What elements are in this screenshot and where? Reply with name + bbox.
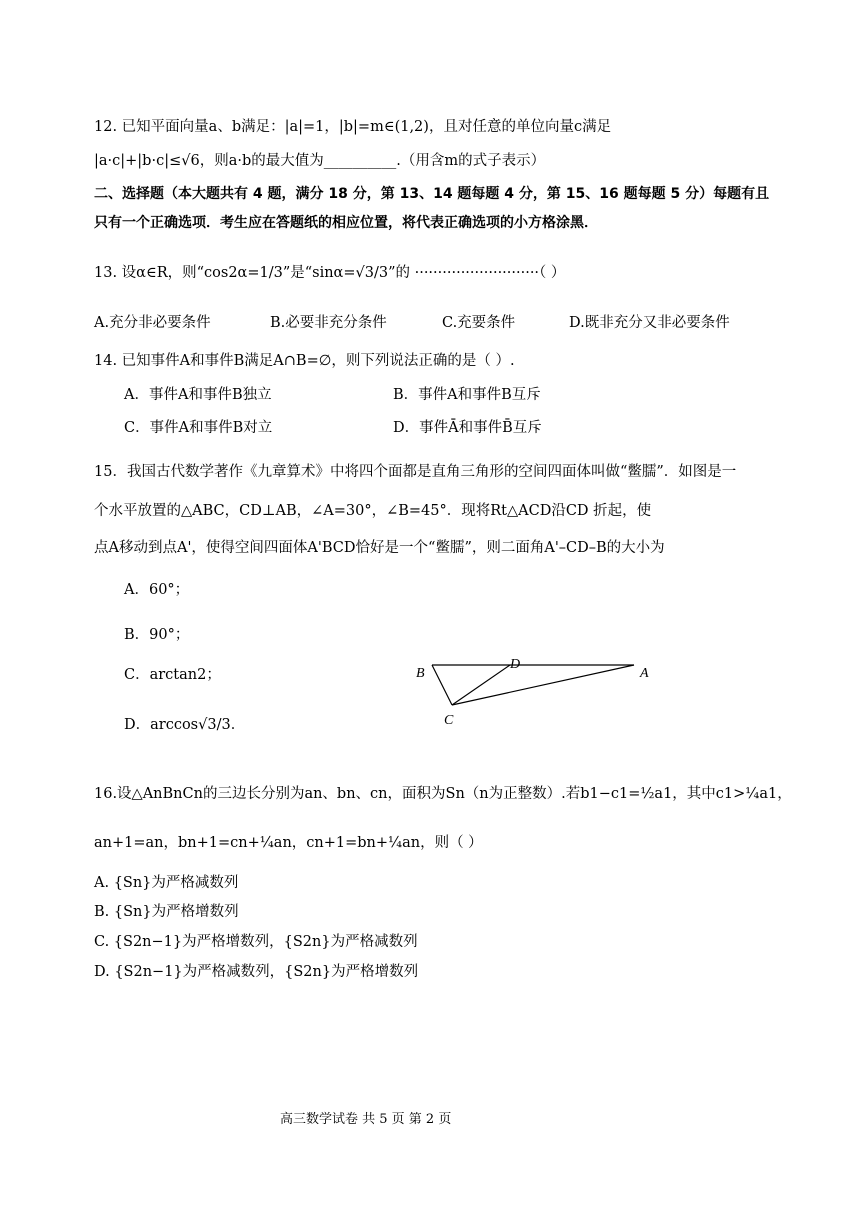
q16-option-d: D. {S2n−1}为严格减数列，{S2n}为严格增数列 bbox=[94, 964, 419, 980]
q15-option-c: C．arctan2； bbox=[124, 667, 221, 683]
vertex-label-d: D bbox=[510, 657, 521, 672]
q14-option-d: D．事件Ā和事件B̄互斥 bbox=[393, 420, 542, 436]
q13-stem: 13. 设α∈R，则“cos2α=1/3”是“sinα=√3/3”的 ···························（ ） bbox=[94, 265, 566, 281]
vertex-label-c: C bbox=[444, 713, 454, 728]
section2-heading-line1: 二、选择题（本大题共有 4 题，满分 18 分，第 13、14 题每题 4 分，第 15、16 题每题 5 分）每题有且 bbox=[94, 186, 770, 202]
q15-line2: 个水平放置的△ABC，CD⊥AB，∠A=30°，∠B=45°．现将Rt△ACD沿CD 折起，使 bbox=[94, 503, 652, 519]
q13-option-d: D.既非充分又非必要条件 bbox=[569, 315, 730, 331]
q15-line1: 15．我国古代数学著作《九章算术》中将四个面都是直角三角形的空间四面体叫做“鳖臑”．如图是一 bbox=[94, 464, 737, 480]
segment-ca bbox=[452, 665, 634, 705]
vertex-label-b: B bbox=[416, 666, 425, 681]
q15-option-a: A．60°； bbox=[124, 582, 190, 598]
q15-triangle-figure bbox=[410, 650, 660, 735]
q14-option-a: A．事件A和事件B独立 bbox=[124, 387, 272, 403]
q13-option-a: A.充分非必要条件 bbox=[94, 315, 211, 331]
segment-bc bbox=[432, 665, 452, 705]
section2-heading-line2: 只有一个正确选项．考生应在答题纸的相应位置，将代表正确选项的小方格涂黑． bbox=[94, 215, 598, 231]
q12-line2: |a·c|+|b·c|≤√6，则a·b的最大值为__________.（用含m的式子表示） bbox=[94, 153, 546, 169]
q15-option-d: D．arccos√3/3． bbox=[124, 717, 246, 733]
q13-option-c: C.充要条件 bbox=[442, 315, 516, 331]
page-footer: 高三数学试卷 共 5 页 第 2 页 bbox=[280, 1112, 452, 1127]
q14-stem: 14. 已知事件A和事件B满足A∩B=∅，则下列说法正确的是（ ）. bbox=[94, 353, 515, 369]
q12-line1: 12. 已知平面向量a、b满足：|a|=1，|b|=m∈(1,2)，且对任意的单位向量c满足 bbox=[94, 119, 612, 135]
q13-option-b: B.必要非充分条件 bbox=[270, 315, 387, 331]
q15-option-b: B．90°； bbox=[124, 627, 190, 643]
q16-option-a: A. {Sn}为严格减数列 bbox=[94, 875, 239, 891]
q16-line2: an+1=an，bn+1=cn+¼an，cn+1=bn+¼an，则（ ） bbox=[94, 835, 483, 851]
q15-line3: 点A移动到点A'，使得空间四面体A'BCD恰好是一个“鳖臑”，则二面角A'–CD–B的大小为 bbox=[94, 540, 665, 556]
q16-option-c: C. {S2n−1}为严格增数列，{S2n}为严格减数列 bbox=[94, 934, 418, 950]
q16-line1: 16.设△AnBnCn的三边长分别为an、bn、cn，面积为Sn（n为正整数）.若b1−c1=½a1，其中c1>¼a1， bbox=[94, 786, 792, 802]
q16-option-b: B. {Sn}为严格增数列 bbox=[94, 904, 239, 920]
q14-option-c: C．事件A和事件B对立 bbox=[124, 420, 273, 436]
q14-option-b: B．事件A和事件B互斥 bbox=[393, 387, 541, 403]
vertex-label-a: A bbox=[640, 666, 649, 681]
